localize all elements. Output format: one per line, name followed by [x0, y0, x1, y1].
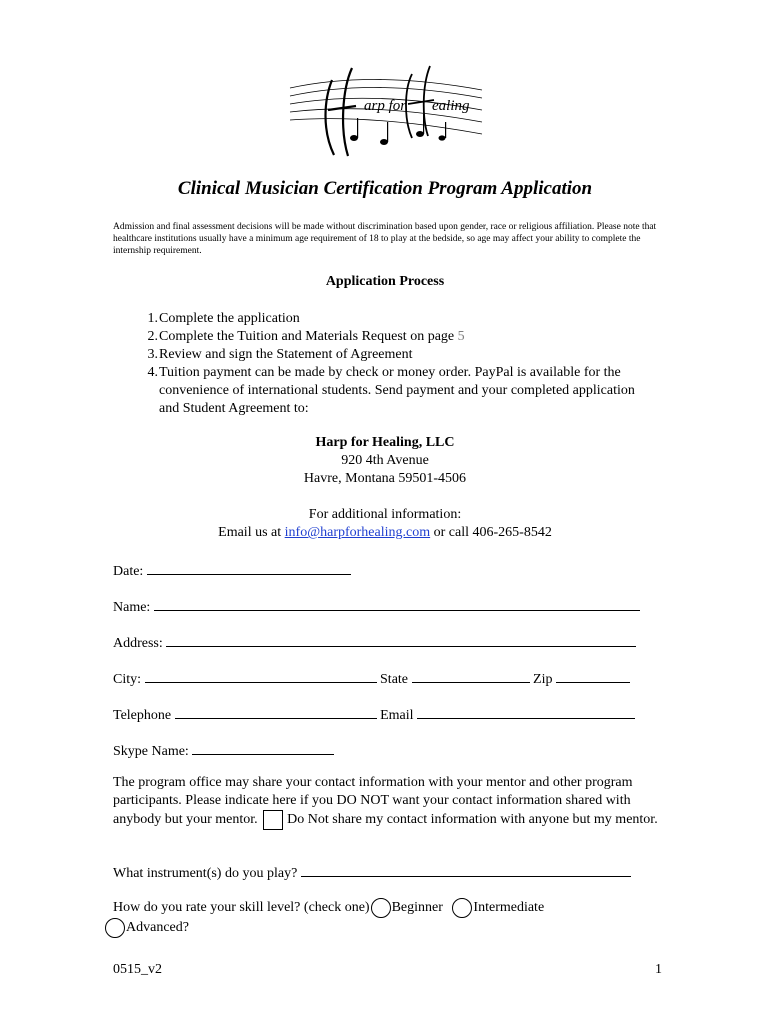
instrument-field[interactable]	[301, 862, 631, 877]
instrument-label: What instrument(s) do you play?	[113, 866, 298, 881]
skype-label: Skype Name:	[113, 744, 189, 759]
contact-info: For additional information: Email us at info@harpforhealing.com or call 406-265-8542	[0, 506, 770, 542]
page-reference-link[interactable]: 5	[457, 329, 465, 344]
svg-text:ealing: ealing	[432, 98, 470, 114]
skype-row	[113, 740, 334, 761]
harp-for-healing-logo	[282, 60, 488, 164]
beginner-radio[interactable]	[371, 898, 391, 918]
date-field[interactable]	[147, 560, 351, 575]
email-field[interactable]	[417, 704, 635, 719]
contact-heading: For additional information:	[308, 507, 462, 522]
street-address: 920 4th Avenue	[341, 453, 429, 468]
state-label: State	[380, 672, 409, 687]
zip-label: Zip	[533, 672, 553, 687]
telephone-field[interactable]	[175, 704, 377, 719]
advanced-label: Advanced?	[126, 920, 189, 936]
process-heading: Application Process	[325, 274, 445, 289]
disclaimer-text: Admission and final assessment decisions will be made without discrimination based upon gender, race or religious affiliation. Please note that healthcare institutions usually have a minimum age requirement of 18 to play at the bedside, so age may affect your ability to complete the internship requirement.	[113, 222, 657, 256]
intermediate-label: Intermediate	[473, 900, 545, 916]
name-row	[113, 596, 640, 617]
email-label: Email	[380, 708, 414, 723]
email-link[interactable]: info@harpforhealing.com	[284, 525, 431, 540]
share-contact-paragraph: The program office may share your contact information with your mentor and other program participants. Please indicate here if you DO NOT want your contact information shared with anybody but your mentor. Do Not share my contact information with anyone but my mentor.	[113, 774, 661, 830]
mailing-address	[0, 434, 770, 488]
telephone-label: Telephone	[113, 708, 172, 723]
city-label: City:	[113, 672, 142, 687]
address-field[interactable]	[166, 632, 636, 647]
list-item: 3. Review and sign the Statement of Agreement	[147, 347, 413, 362]
date-row	[113, 560, 351, 581]
skype-field[interactable]	[192, 740, 334, 755]
list-item: 1. Complete the application	[147, 311, 300, 326]
process-steps	[113, 310, 658, 418]
do-not-share-label: Do Not share my contact information with anyone but my mentor.	[287, 812, 658, 828]
date-label: Date:	[113, 564, 144, 579]
skill-level-row	[113, 898, 661, 938]
beginner-label: Beginner	[391, 900, 443, 916]
city-field[interactable]	[145, 668, 377, 683]
page-number: 1	[655, 962, 662, 977]
list-item: 2. Complete the Tuition and Materials Request on page 5	[147, 329, 465, 344]
form-version: 0515_v2	[113, 962, 162, 977]
state-field[interactable]	[412, 668, 530, 683]
telephone-row	[113, 704, 635, 725]
intermediate-radio[interactable]	[452, 898, 472, 918]
skill-question: How do you rate your skill level? (check one)	[113, 900, 370, 916]
address-label: Address:	[113, 636, 163, 651]
name-label: Name:	[113, 600, 151, 615]
instrument-row	[113, 862, 631, 883]
address-row	[113, 632, 636, 653]
zip-field[interactable]	[556, 668, 630, 683]
city-row	[113, 668, 630, 689]
list-item: 4. Tuition payment can be made by check or money order. PayPal is available for the convenience of international students. Send payment and your completed application and Student Agreement to:	[147, 365, 635, 416]
organization-name: Harp for Healing, LLC	[315, 435, 455, 450]
form-title: Clinical Musician Certification Program Application	[177, 178, 593, 199]
do-not-share-checkbox[interactable]	[263, 810, 283, 830]
svg-text:arp for: arp for	[364, 98, 407, 114]
name-field[interactable]	[154, 596, 640, 611]
advanced-radio[interactable]	[105, 918, 125, 938]
city-state-zip: Havre, Montana 59501-4506	[303, 471, 467, 486]
